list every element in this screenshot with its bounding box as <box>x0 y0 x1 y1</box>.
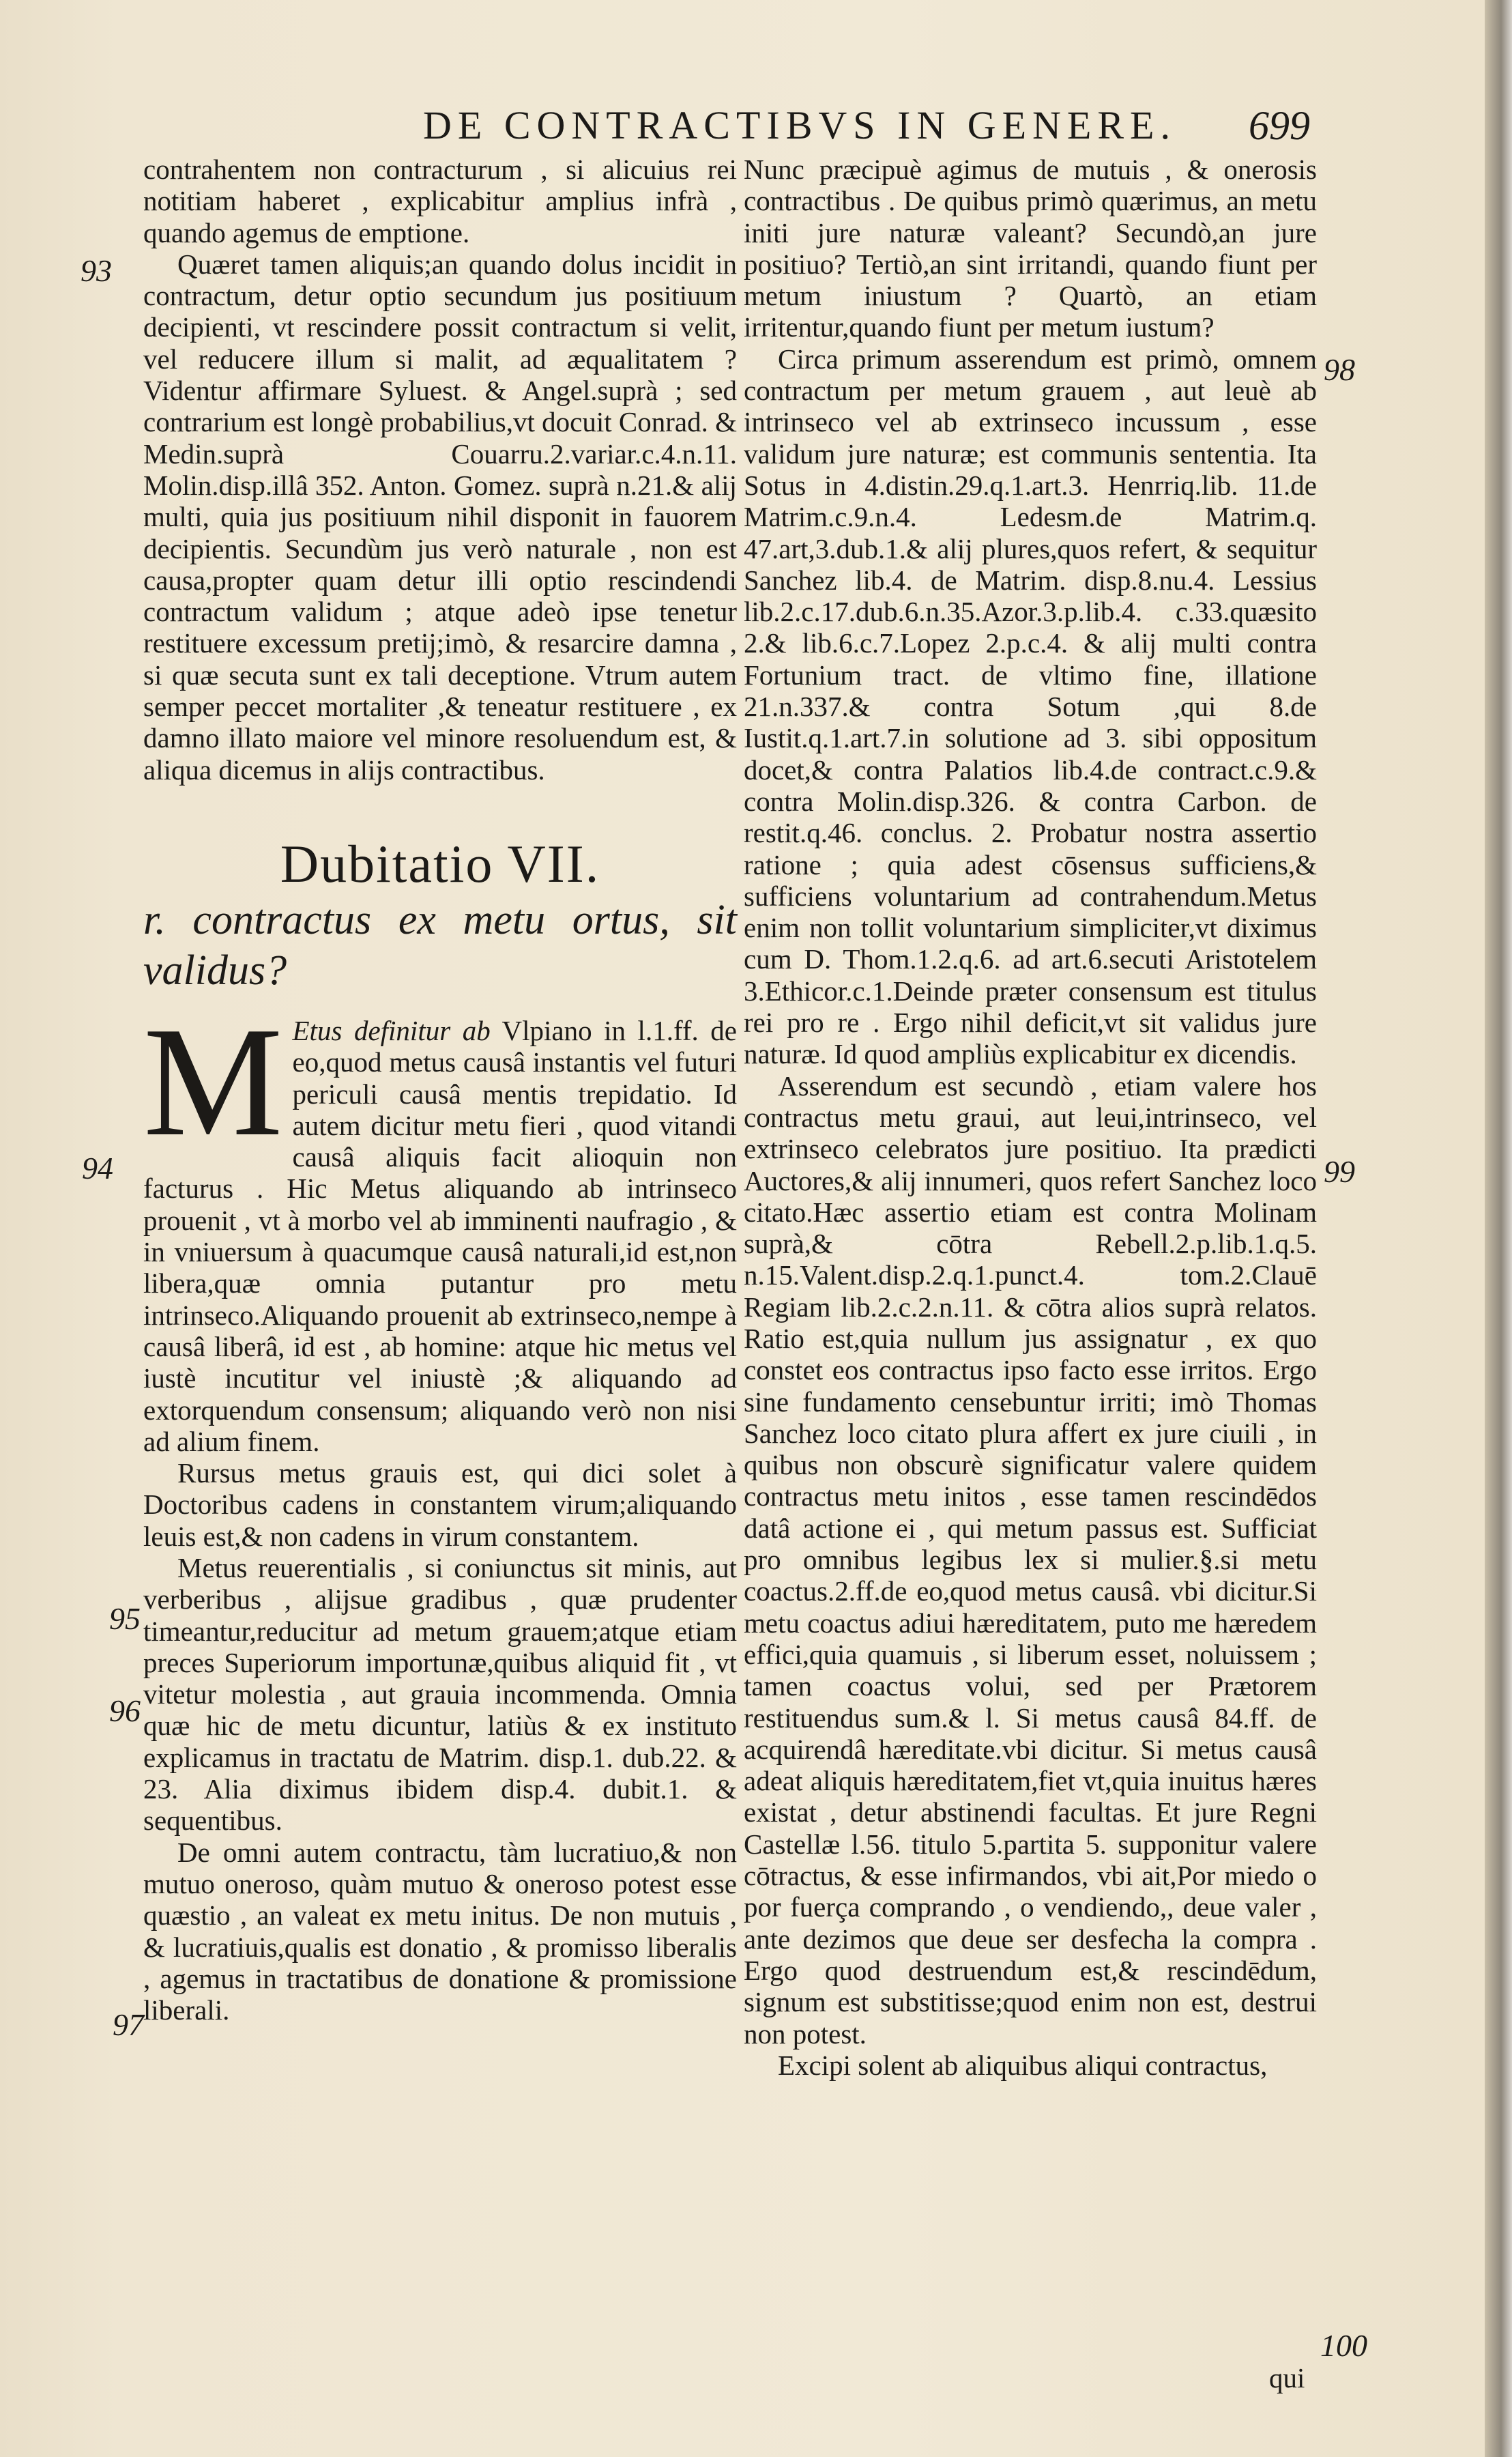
running-head: DE CONTRACTIBVS IN GENERE. <box>423 103 1176 147</box>
margin-number-96: 96 <box>109 1693 141 1728</box>
paragraph: Rursus metus grauis est, qui dici solet à Doctoribus cadens in constantem virum;aliquando leuis est,& non cadens in virum constantem. <box>143 1457 737 1552</box>
paragraph: Circa primum asserendum est primò, omnem contractum per metum grauem , aut leuè ab intrinseco vel ab extrinseco incussum , esse validum jure naturæ; est communis sententia. Ita Sotus in 4.distin.29.q.1.art.3. Henrriq.lib. 11.de Matrim.c.9.n.4. Ledesm.de Matrim.q. 47.art,3.dub.1.& alij plures,quos refert, & sequitur Sanchez lib.4. de Matrim. disp.8.nu.4. Lessius lib.2.c.17.dub.6.n.35.Azor.3.p.lib.4. c.33.quæsito 2.& lib.6.c.7.Lopez 2.p.c.4. & alij multi contra Fortunium tract. de vltimo fine, illatione 21.n.337.& contra Sotum ,qui 8.de Iustit.q.1.art.7.in solutione ad 3. sibi oppositum docet,& contra Palatios lib.4.de contract.c.9.& contra Molin.disp.326. & contra Carbon. de restit.q.46. conclus. 2. Probatur nostra assertio ratione ; quia adest cōsensus sufficiens,& sufficiens voluntarium ad contrahendum.Metus enim non tollit voluntarium simpliciter,vt diximus cum D. Thom.1.2.q.6. ad art.6.secuti Aristotelem 3.Ethicor.c.1.Deinde præter consensum est titulus rei pro re . Ergo nihil deficit,vt sit validus jure naturæ. Id quod ampliùs explicabitur ex dicendis. <box>744 343 1317 1070</box>
paragraph: Nunc præcipuè agimus de mutuis , & onerosis contractibus . De quibus primò quærimus, an metu initi jure naturæ valeant? Secundò,an jure positiuo? Tertiò,an sint irritandi, quando fiunt per metum iniustum ? Quartò, an etiam irritentur,quando fiunt per metum iustum? <box>744 154 1317 343</box>
margin-number-93: 93 <box>81 253 112 288</box>
left-column <box>143 154 737 2026</box>
margin-number-99: 99 <box>1324 1154 1355 1189</box>
dubitatio-title: Dubitatio VII. <box>280 833 600 893</box>
margin-number-98: 98 <box>1324 352 1355 387</box>
margin-number-100: 100 <box>1320 2328 1367 2363</box>
paragraph: De omni autem contractu, tàm lucratiuo,& non mutuo oneroso, quàm mutuo & oneroso potest esse quæstio , an valeat ex metu initus. De non mutuis , & lucratiuis,qualis est donatio , & promisso liberalis , agemus in tractatibus de donatione & promissione liberali. <box>143 1836 737 2026</box>
page-number: 699 <box>1249 103 1310 148</box>
dubitatio-question: r. contractus ex metu ortus, sit validus? <box>143 896 737 994</box>
dubitatio-heading <box>143 833 737 996</box>
margin-number-95: 95 <box>109 1601 141 1636</box>
page-header <box>423 102 1310 150</box>
opening-paragraph <box>143 994 737 1457</box>
paragraph-text: Vlpiano in l.1.ff. de eo,quod metus causâ instantis vel futuri periculi causâ mentis trepidatio. Id autem dicitur metu fieri , quod vitandi causâ aliquis facit alioquin non facturus . Hic Metus aliquando ab intrinseco prouenit , vt à morbo vel ab imminenti naufragio , & in vniuersum à quacumque causâ naturali,id est,non libera,quæ omnia putantur pro metu intrinseco.Aliquando prouenit ab extrinseco,nempe à causâ liberâ, id est , ab homine: atque hic metus vel iustè incutitur vel iniustè ;& aliquando ad extorquendum consensum; aliquando verò non nisi ad alium finem. <box>143 1014 737 1457</box>
margin-number-94: 94 <box>82 1151 113 1186</box>
lead-words: Etus definitur ab <box>292 1014 491 1046</box>
margin-number-97: 97 <box>113 2007 144 2042</box>
paragraph: contrahentem non contracturum , si alicuius rei notitiam haberet , explicabitur amplius infrà , quando agemus de emptione. <box>143 154 737 248</box>
right-column <box>744 154 1317 2081</box>
paragraph: Quæret tamen aliquis;an quando dolus incidit in contractum, detur optio secundum jus positiuum decipienti, vt rescindere possit contractum si velit, vel reducere illum si malit, ad æqualitatem ? Videntur affirmare Syluest. & Angel.suprà ; sed contrarium est longè probabilius,vt docuit Conrad. & Medin.suprà Couarru.2.variar.c.4.n.11. Molin.disp.illâ 352. Anton. Gomez. suprà n.21.& alij multi, quia jus positiuum nihil disponit in fauorem decipientis. Secundùm jus verò naturale , non est causa,propter quam detur illi optio rescindendi contractum validum ; atque adeò ipse tenetur restituere excessum pretij;imò, & resarcire damna , si quæ secuta sunt ex tali deceptione. Vtrum autem semper peccet mortaliter ,& teneatur restituere , ex damno illato maiore vel minore resoluendum est, & aliqua dicemus in alijs contractibus. <box>143 248 737 786</box>
book-spine-edge <box>1485 0 1512 2457</box>
paragraph: Metus reuerentialis , si coniunctus sit minis, aut verberibus , alijsue gradibus , quæ prudenter timeantur,reducitur ad metum grauem;atque etiam preces Superiorum importunæ,quibus aliquid fit , vt vitetur molestia , aut grauia incommenda. Omnia quæ hic de metu dicuntur, latiùs & ex instituto explicamus in tractatu de Matrim. disp.1. dub.22. & 23. Alia diximus ibidem disp.4. dubit.1. & sequentibus. <box>143 1551 737 1837</box>
paragraph: Asserendum est secundò , etiam valere hos contractus metu graui, aut leui,intrinseco, vel extrinseco celebratos jure positiuo. Ita prædicti Auctores,& alij innumeri, quos refert Sanchez loco citato.Hæc assertio etiam est contra Molinam suprà,& cōtra Rebell.2.p.lib.1.q.5. n.15.Valent.disp.2.q.1.punct.4. tom.2.Clauē Regiam lib.2.c.2.n.11. & cōtra alios suprà relatos. Ratio est,quia nullum jus assignatur , ex quo constet eos contractus ipso facto esse irritos. Ergo sine fundamento censebuntur irriti; imò Thomas Sanchez loco citato plura affert ex jure ciuili , in quibus non obscurè significatur valere quidem contractus metu initos , esse tamen rescindēdos datâ actione ei , qui metum passus est. Sufficiat pro omnibus legibus lex si mulier.§.si metu coactus.2.ff.de eo,quod metus causâ. vbi dicitur.Si metu coactus adiui hæreditatem, puto me hæredem effici,quia quamuis , si liberum esset, noluissem ; tamen coactus volui, sed per Prætorem restituendus sum.& l. Si metus causâ 84.ff. de acquirendâ hæreditate.vbi dicitur. Si metus causâ adeat aliquis hæreditatem,fiet vt,quia inuitus hæres existat , detur abstinendi facultas. Et jure Regni Castellæ l.56. titulo 5.partita 5. supponitur valere cōtractus, & esse infirmandos, vbi ait,Por miedo o por fuerça comprando , o vendiendo,, deue valer , ante dezimos que deue ser desfecha la compra . Ergo quod destruendum est,& rescindēdum, signum est substitisse;quod enim non est, destrui non potest. <box>744 1069 1317 2050</box>
drop-cap: M <box>143 994 283 1168</box>
catchword: qui <box>1269 2362 1305 2394</box>
paragraph: Excipi solent ab aliquibus aliqui contractus, <box>778 2049 1268 2081</box>
